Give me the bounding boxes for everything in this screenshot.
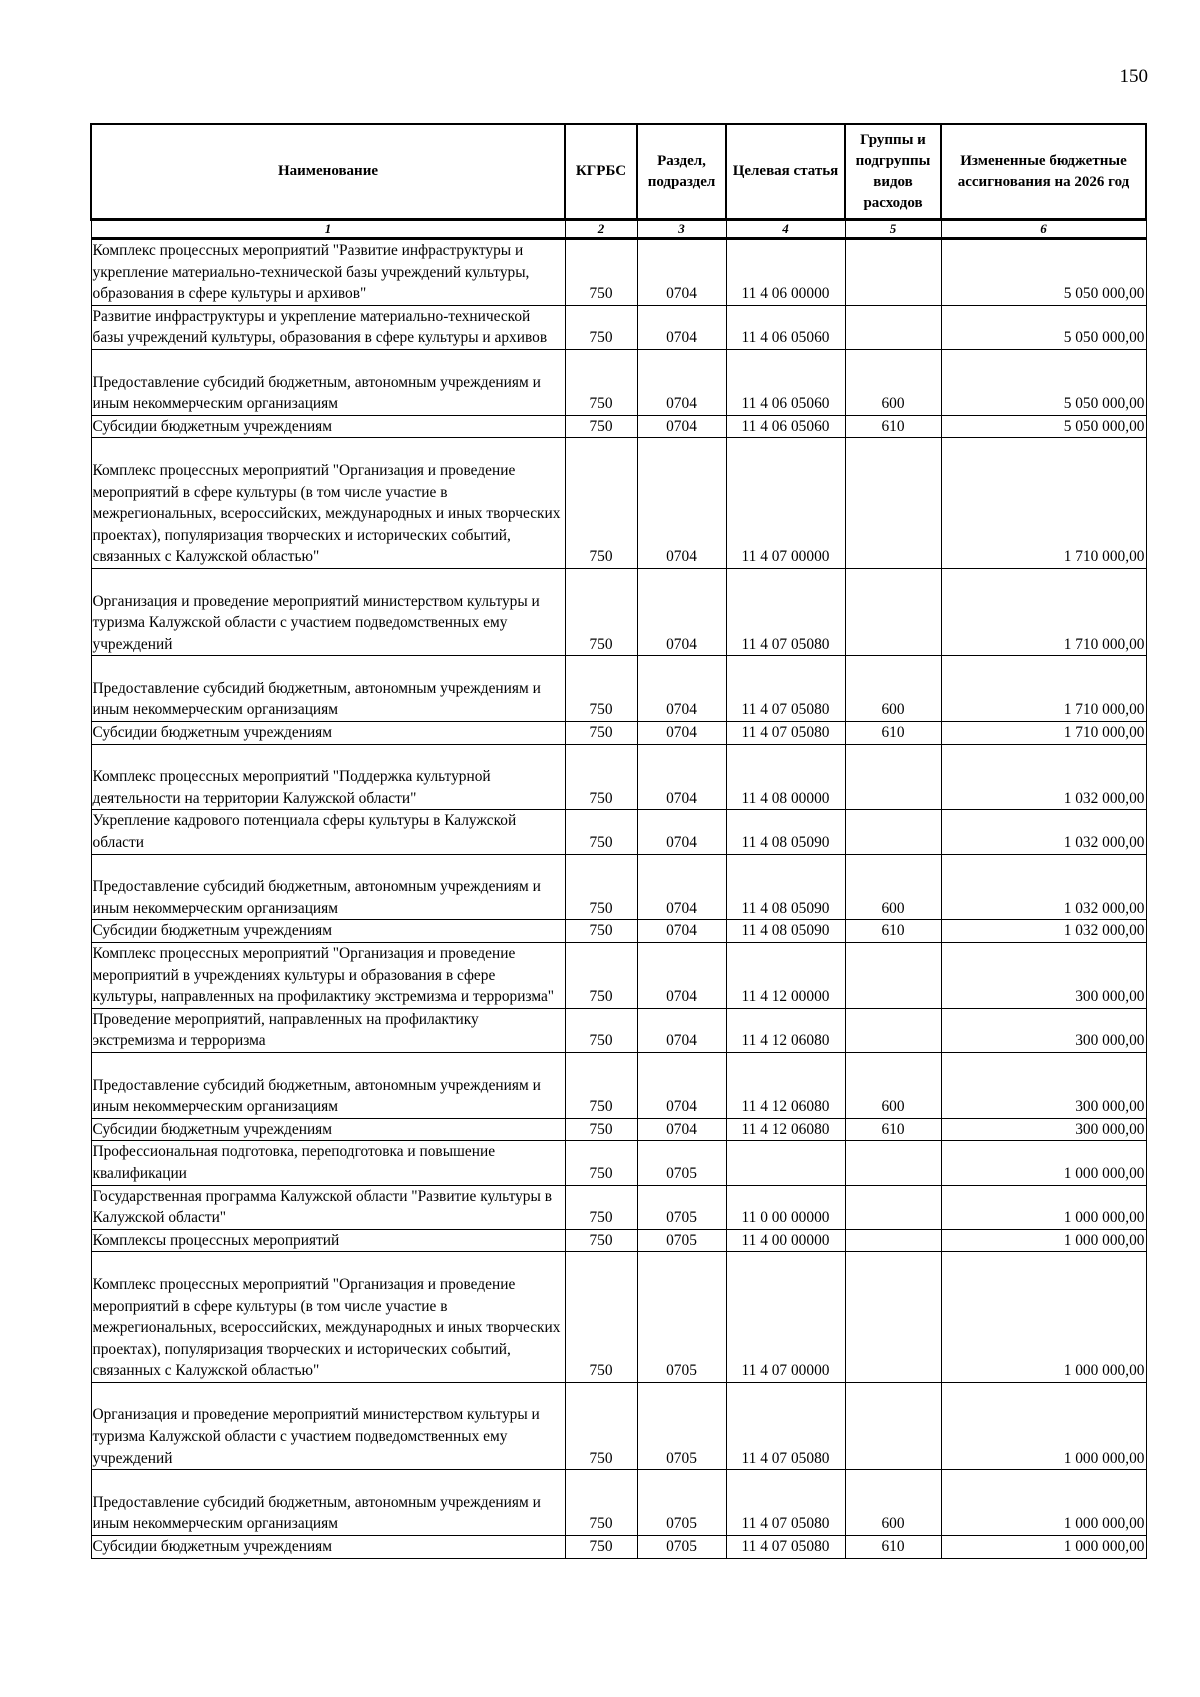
row-target: 11 4 07 05080 — [726, 1536, 845, 1559]
row-target: 11 4 08 05090 — [726, 810, 845, 854]
row-kgrbs: 750 — [565, 1008, 637, 1052]
row-target: 11 4 12 06080 — [726, 1118, 845, 1141]
table-row — [91, 1470, 1146, 1536]
row-target: 11 4 06 05060 — [726, 305, 845, 349]
row-name: Комплекс процессных мероприятий "Организация и проведение мероприятий в сфере культуры (в том числе участие в межрегиональных, всероссийских, международных и иных творческих проектах), популяризация творческих и исторических событий, связанных с Калужской областью" — [91, 438, 565, 569]
table-row — [91, 1141, 1146, 1185]
row-group — [845, 568, 941, 655]
row-section: 0705 — [637, 1185, 726, 1229]
row-amount: 1 000 000,00 — [941, 1252, 1146, 1383]
row-kgrbs: 750 — [565, 1470, 637, 1536]
row-target: 11 4 07 05080 — [726, 656, 845, 722]
row-target: 11 4 07 05080 — [726, 1470, 845, 1536]
row-name: Предоставление субсидий бюджетным, автономным учреждениям и иным некоммерческим организациям — [91, 349, 565, 415]
row-group — [845, 1185, 941, 1229]
row-group: 610 — [845, 1118, 941, 1141]
row-section: 0705 — [637, 1536, 726, 1559]
row-group — [845, 1229, 941, 1252]
row-name: Комплекс процессных мероприятий "Развитие инфраструктуры и укрепление материально-технической базы учреждений культуры, образования в сфере культуры и архивов" — [91, 239, 565, 306]
row-group: 600 — [845, 349, 941, 415]
table-row — [91, 415, 1146, 438]
row-amount: 1 032 000,00 — [941, 744, 1146, 810]
row-section: 0704 — [637, 920, 726, 943]
row-section: 0704 — [637, 415, 726, 438]
row-group — [845, 810, 941, 854]
row-kgrbs: 750 — [565, 1252, 637, 1383]
table-row — [91, 1536, 1146, 1559]
row-name: Субсидии бюджетным учреждениям — [91, 920, 565, 943]
row-kgrbs: 750 — [565, 239, 637, 306]
row-name: Предоставление субсидий бюджетным, автономным учреждениям и иным некоммерческим организациям — [91, 1052, 565, 1118]
header-amount: Измененные бюджетные ассигнования на 2026 год — [941, 124, 1146, 220]
row-section: 0704 — [637, 305, 726, 349]
row-section: 0704 — [637, 656, 726, 722]
row-target: 11 4 00 00000 — [726, 1229, 845, 1252]
row-name: Организация и проведение мероприятий министерством культуры и туризма Калужской области с участием подведомственных ему учреждений — [91, 1382, 565, 1469]
row-section: 0705 — [637, 1470, 726, 1536]
row-target: 11 4 08 05090 — [726, 854, 845, 920]
column-number: 1 — [91, 220, 565, 239]
table-row — [91, 722, 1146, 745]
row-amount: 1 710 000,00 — [941, 656, 1146, 722]
row-amount: 5 050 000,00 — [941, 239, 1146, 306]
row-target: 11 4 06 05060 — [726, 349, 845, 415]
row-kgrbs: 750 — [565, 415, 637, 438]
row-amount: 1 000 000,00 — [941, 1141, 1146, 1185]
row-amount: 5 050 000,00 — [941, 305, 1146, 349]
row-group — [845, 1008, 941, 1052]
row-kgrbs: 750 — [565, 920, 637, 943]
row-section: 0704 — [637, 438, 726, 569]
row-name: Государственная программа Калужской области "Развитие культуры в Калужской области" — [91, 1185, 565, 1229]
table-row — [91, 1185, 1146, 1229]
header-name: Наименование — [91, 124, 565, 220]
row-kgrbs: 750 — [565, 1229, 637, 1252]
row-target: 11 0 00 00000 — [726, 1185, 845, 1229]
table-row — [91, 1052, 1146, 1118]
row-name: Комплексы процессных мероприятий — [91, 1229, 565, 1252]
column-number: 6 — [941, 220, 1146, 239]
row-name: Субсидии бюджетным учреждениям — [91, 1536, 565, 1559]
row-amount: 1 000 000,00 — [941, 1229, 1146, 1252]
row-amount: 300 000,00 — [941, 1118, 1146, 1141]
row-kgrbs: 750 — [565, 438, 637, 569]
table-row — [91, 305, 1146, 349]
row-section: 0704 — [637, 239, 726, 306]
row-target: 11 4 07 05080 — [726, 722, 845, 745]
row-target: 11 4 12 00000 — [726, 943, 845, 1009]
table-row — [91, 920, 1146, 943]
row-amount: 1 000 000,00 — [941, 1185, 1146, 1229]
table-row — [91, 810, 1146, 854]
table-row — [91, 239, 1146, 306]
row-amount: 1 710 000,00 — [941, 568, 1146, 655]
row-name: Комплекс процессных мероприятий "Поддержка культурной деятельности на территории Калужской области" — [91, 744, 565, 810]
row-target — [726, 1141, 845, 1185]
row-section: 0704 — [637, 722, 726, 745]
row-section: 0704 — [637, 810, 726, 854]
row-target: 11 4 06 05060 — [726, 415, 845, 438]
row-target: 11 4 08 00000 — [726, 744, 845, 810]
header-row — [91, 124, 1146, 220]
row-kgrbs: 750 — [565, 943, 637, 1009]
row-section: 0704 — [637, 568, 726, 655]
row-group: 610 — [845, 920, 941, 943]
row-group — [845, 305, 941, 349]
row-group — [845, 744, 941, 810]
row-name: Комплекс процессных мероприятий "Организация и проведение мероприятий в учреждениях культуры и образования в сфере культуры, направленных на профилактику экстремизма и терроризма" — [91, 943, 565, 1009]
row-name: Организация и проведение мероприятий министерством культуры и туризма Калужской области с участием подведомственных ему учреждений — [91, 568, 565, 655]
row-name: Субсидии бюджетным учреждениям — [91, 722, 565, 745]
table-row — [91, 1252, 1146, 1383]
row-kgrbs: 750 — [565, 1118, 637, 1141]
row-group — [845, 239, 941, 306]
row-kgrbs: 750 — [565, 656, 637, 722]
row-section: 0704 — [637, 744, 726, 810]
row-section: 0704 — [637, 1052, 726, 1118]
row-amount: 1 032 000,00 — [941, 854, 1146, 920]
table-row — [91, 568, 1146, 655]
column-number: 5 — [845, 220, 941, 239]
row-amount: 1 000 000,00 — [941, 1536, 1146, 1559]
row-target: 11 4 06 00000 — [726, 239, 845, 306]
row-amount: 300 000,00 — [941, 943, 1146, 1009]
row-section: 0705 — [637, 1382, 726, 1469]
row-kgrbs: 750 — [565, 1052, 637, 1118]
row-kgrbs: 750 — [565, 1536, 637, 1559]
row-name: Проведение мероприятий, направленных на профилактику экстремизма и терроризма — [91, 1008, 565, 1052]
column-number: 2 — [565, 220, 637, 239]
table-row — [91, 854, 1146, 920]
row-kgrbs: 750 — [565, 305, 637, 349]
row-group — [845, 943, 941, 1009]
row-name: Комплекс процессных мероприятий "Организация и проведение мероприятий в сфере культуры (в том числе участие в межрегиональных, всероссийских, международных и иных творческих проектах), популяризация творческих и исторических событий, связанных с Калужской областью" — [91, 1252, 565, 1383]
row-name: Предоставление субсидий бюджетным, автономным учреждениям и иным некоммерческим организациям — [91, 854, 565, 920]
row-kgrbs: 750 — [565, 1382, 637, 1469]
header-groups: Группы и подгруппы видов расходов — [845, 124, 941, 220]
row-kgrbs: 750 — [565, 722, 637, 745]
row-amount: 1 710 000,00 — [941, 722, 1146, 745]
table-row — [91, 943, 1146, 1009]
row-group: 600 — [845, 656, 941, 722]
header-kgrbs: КГРБС — [565, 124, 637, 220]
row-name: Субсидии бюджетным учреждениям — [91, 415, 565, 438]
row-section: 0704 — [637, 1118, 726, 1141]
row-target: 11 4 12 06080 — [726, 1008, 845, 1052]
row-target: 11 4 08 05090 — [726, 920, 845, 943]
row-kgrbs: 750 — [565, 349, 637, 415]
row-amount: 1 032 000,00 — [941, 920, 1146, 943]
page-number: 150 — [1119, 66, 1148, 87]
row-section: 0704 — [637, 1008, 726, 1052]
row-kgrbs: 750 — [565, 1185, 637, 1229]
column-number: 3 — [637, 220, 726, 239]
row-group: 600 — [845, 854, 941, 920]
row-group: 600 — [845, 1470, 941, 1536]
header-target: Целевая статья — [726, 124, 845, 220]
row-name: Субсидии бюджетным учреждениям — [91, 1118, 565, 1141]
row-group: 610 — [845, 415, 941, 438]
header-section: Раздел, подраздел — [637, 124, 726, 220]
table-row — [91, 1229, 1146, 1252]
row-group: 600 — [845, 1052, 941, 1118]
row-group — [845, 1252, 941, 1383]
row-kgrbs: 750 — [565, 854, 637, 920]
row-amount: 1 000 000,00 — [941, 1382, 1146, 1469]
row-name: Предоставление субсидий бюджетным, автономным учреждениям и иным некоммерческим организациям — [91, 656, 565, 722]
table-row — [91, 349, 1146, 415]
row-amount: 300 000,00 — [941, 1008, 1146, 1052]
row-target: 11 4 12 06080 — [726, 1052, 845, 1118]
row-name: Развитие инфраструктуры и укрепление материально-технической базы учреждений культуры, образования в сфере культуры и архивов — [91, 305, 565, 349]
row-group — [845, 1141, 941, 1185]
table-row — [91, 1118, 1146, 1141]
row-section: 0705 — [637, 1229, 726, 1252]
row-group: 610 — [845, 1536, 941, 1559]
table-row — [91, 744, 1146, 810]
row-amount: 1 000 000,00 — [941, 1470, 1146, 1536]
row-section: 0704 — [637, 943, 726, 1009]
row-amount: 300 000,00 — [941, 1052, 1146, 1118]
row-section: 0704 — [637, 349, 726, 415]
row-target: 11 4 07 00000 — [726, 438, 845, 569]
column-number: 4 — [726, 220, 845, 239]
row-kgrbs: 750 — [565, 810, 637, 854]
row-group: 610 — [845, 722, 941, 745]
table-row — [91, 656, 1146, 722]
row-kgrbs: 750 — [565, 568, 637, 655]
row-section: 0704 — [637, 854, 726, 920]
row-amount: 5 050 000,00 — [941, 415, 1146, 438]
row-kgrbs: 750 — [565, 744, 637, 810]
row-amount: 1 032 000,00 — [941, 810, 1146, 854]
row-amount: 1 710 000,00 — [941, 438, 1146, 569]
row-target: 11 4 07 00000 — [726, 1252, 845, 1383]
table-row — [91, 1382, 1146, 1469]
row-name: Предоставление субсидий бюджетным, автономным учреждениям и иным некоммерческим организациям — [91, 1470, 565, 1536]
row-name: Профессиональная подготовка, переподготовка и повышение квалификации — [91, 1141, 565, 1185]
budget-table — [90, 123, 1147, 1559]
row-name: Укрепление кадрового потенциала сферы культуры в Калужской области — [91, 810, 565, 854]
row-kgrbs: 750 — [565, 1141, 637, 1185]
row-target: 11 4 07 05080 — [726, 1382, 845, 1469]
row-section: 0705 — [637, 1252, 726, 1383]
column-number-row — [91, 220, 1146, 239]
row-amount: 5 050 000,00 — [941, 349, 1146, 415]
row-group — [845, 1382, 941, 1469]
row-section: 0705 — [637, 1141, 726, 1185]
row-group — [845, 438, 941, 569]
table-row — [91, 1008, 1146, 1052]
table-row — [91, 438, 1146, 569]
row-target: 11 4 07 05080 — [726, 568, 845, 655]
